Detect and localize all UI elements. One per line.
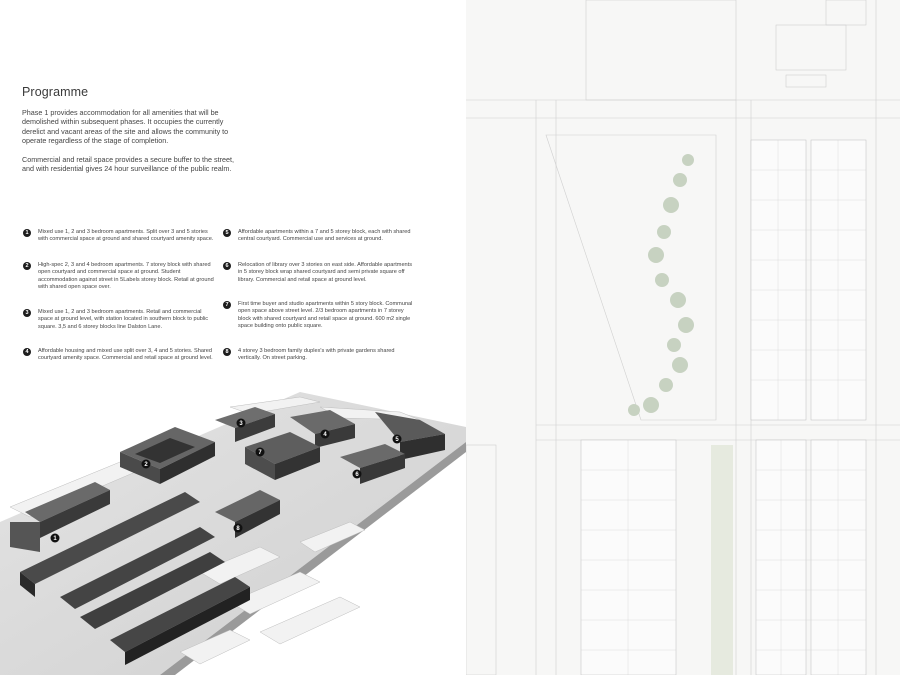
number-badge: 3 bbox=[23, 309, 31, 317]
programme-item-text: Affordable housing and mixed use split over 3, 4 and 5 stories. Shared courtyard amenity space. Commercial and retail space at ground level. bbox=[38, 348, 213, 362]
programme-item-text: Mixed use 1, 2 and 3 bedroom apartments. Split over 3 and 5 stories with commercial space at ground and shared courtyard amenity space. bbox=[38, 229, 214, 243]
number-badge: 7 bbox=[223, 301, 231, 309]
model-label: 3 bbox=[239, 421, 243, 427]
number-badge: 6 bbox=[223, 262, 231, 270]
programme-item bbox=[225, 262, 416, 284]
programme-item bbox=[225, 301, 416, 331]
green-strip bbox=[711, 445, 733, 675]
programme-item bbox=[225, 348, 416, 363]
number-badge: 4 bbox=[23, 348, 31, 356]
programme-item-text: 4 storey 3 bedroom family duplex's with private gardens shared vertically. On street parking. bbox=[238, 348, 395, 362]
programme-item-text: High-spec 2, 3 and 4 bedroom apartments. 7 storey block with shared open courtyard and commercial space at ground. Student accommodation against street in 5Labels storey block. Retail at ground with shared open space over. bbox=[38, 262, 214, 291]
programme-item bbox=[25, 309, 216, 331]
number-badge: 5 bbox=[223, 229, 231, 237]
programme-item-text: Relocation of library over 3 stories on east side. Affordable apartments in 5 storey block wrap shared courtyard and semi private square off library. Commercial and retail space at ground level. bbox=[238, 262, 413, 283]
model-label: 5 bbox=[395, 437, 399, 443]
site-plan-image bbox=[466, 0, 900, 675]
massing-model-image bbox=[0, 372, 466, 675]
programme-item bbox=[25, 348, 216, 363]
programme-paragraph: Commercial and retail space provides a secure buffer to the street, and with residential gives 24 hour surveillance of the public realm. bbox=[22, 155, 235, 174]
model-label: 4 bbox=[323, 432, 327, 438]
number-badge: 1 bbox=[23, 229, 31, 237]
programme-item-text: Mixed use 1, 2 and 3 bedroom apartments. Retail and commercial space at ground level, with station located in southern block to public square. 3,5 and 6 storey blocks line Dalston Lane. bbox=[38, 309, 209, 330]
page-title: Programme bbox=[22, 85, 89, 99]
model-label: 8 bbox=[236, 526, 240, 532]
number-badge: 8 bbox=[223, 348, 231, 356]
programme-paragraph: Phase 1 provides accommodation for all amenities that will be demolished within subsequent phases. It occupies the currently derelict and vacant areas of the site and allows the community to operate regardless of the stage of completion. bbox=[22, 108, 229, 145]
model-label: 7 bbox=[258, 450, 262, 456]
programme-item-text: Affordable apartments within a 7 and 5 storey block, each with shared central courtyard. Commercial use and services at ground. bbox=[238, 229, 411, 243]
number-badge: 2 bbox=[23, 262, 31, 270]
model-label: 1 bbox=[53, 536, 57, 542]
site-plan-panel bbox=[466, 0, 900, 675]
model-label: 6 bbox=[355, 472, 359, 478]
programme-item bbox=[25, 229, 216, 244]
model-label: 2 bbox=[144, 462, 148, 468]
programme-item-text: First time buyer and studio apartments within 5 story block. Communal open space above street level. 2/3 bedroom apartments in 7 storey block with shared courtyard and retail space at ground. 600 m2 single space building onto public square. bbox=[238, 301, 413, 330]
programme-item bbox=[25, 262, 216, 292]
programme-item bbox=[225, 229, 416, 244]
